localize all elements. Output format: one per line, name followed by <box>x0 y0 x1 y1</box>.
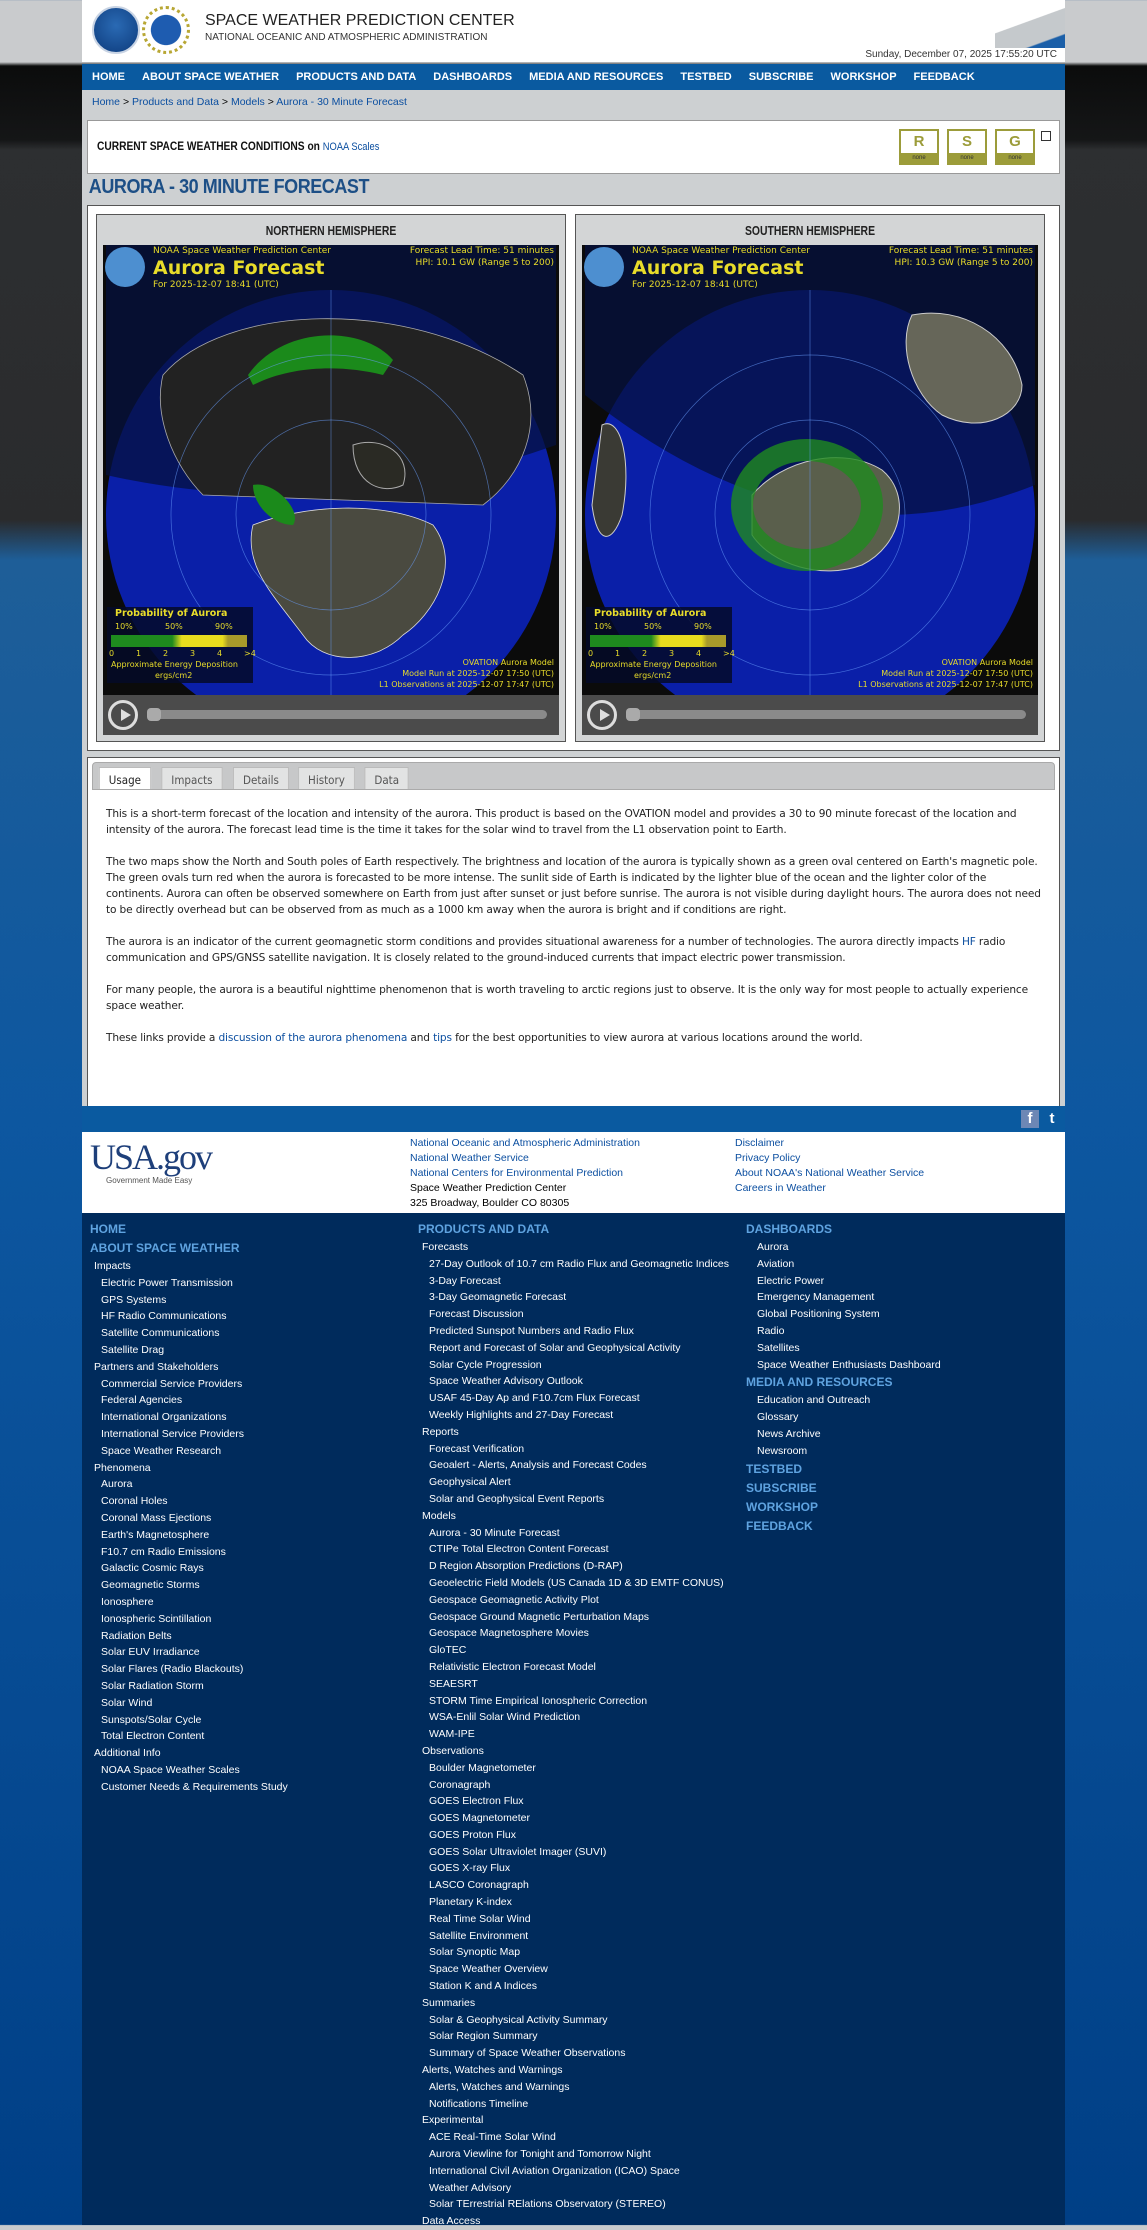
legend-tick: 3 <box>190 649 196 658</box>
sitemap-link[interactable]: Coronal Holes <box>101 1495 168 1508</box>
map-lead-time: Forecast Lead Time: 51 minutes <box>409 246 554 256</box>
sitemap-link[interactable]: F10.7 cm Radio Emissions <box>101 1545 226 1558</box>
footer-link-ncep[interactable]: National Centers for Environmental Prediction <box>410 1167 624 1179</box>
sitemap-link[interactable]: Solar Wind <box>101 1696 153 1709</box>
text: radio communication and GPS/GNSS satellite navigation. It is closely related to the ground-induced currents that impact electric power transmission. <box>106 936 1006 964</box>
noaa-map-logo <box>584 247 624 287</box>
sitemap-link[interactable]: Commercial Service Providers <box>101 1377 243 1390</box>
sitemap-link[interactable]: Ionospheric Scintillation <box>101 1612 212 1625</box>
sitemap-link[interactable]: 3-Day Forecast <box>429 1274 501 1287</box>
page-title: AURORA - 30 MINUTE FORECAST <box>88 176 369 198</box>
slider-thumb[interactable] <box>147 708 161 721</box>
tips-link[interactable]: tips <box>433 1032 452 1044</box>
sitemap-link[interactable]: Sunspots/Solar Cycle <box>101 1713 202 1726</box>
legend-colorbar <box>590 635 726 647</box>
sitemap-link[interactable]: Predicted Sunspot Numbers and Radio Flux <box>429 1324 634 1337</box>
legend-pct: 10% <box>594 622 612 631</box>
legend-tick: 1 <box>136 649 142 658</box>
breadcrumb-sep: > <box>122 96 130 108</box>
legend-pct: 50% <box>165 622 183 631</box>
nws-logo[interactable] <box>142 6 190 54</box>
sitemap-link[interactable]: Real Time Solar Wind <box>429 1912 531 1925</box>
map-model-run: Model Run at 2025-12-07 17:50 (UTC) <box>881 669 1033 678</box>
sitemap-link[interactable]: Notifications Timeline <box>429 2097 529 2110</box>
tab-details[interactable]: Details <box>233 767 289 789</box>
sitemap-section[interactable]: Impacts <box>94 1260 131 1272</box>
facebook-icon[interactable]: f <box>1021 1110 1039 1128</box>
legend-tick: 0 <box>588 649 594 658</box>
sitemap-link[interactable]: Aurora <box>757 1241 789 1253</box>
sitemap-section[interactable]: Reports <box>422 1425 459 1438</box>
map-model: OVATION Aurora Model <box>941 658 1033 667</box>
sitemap-heading[interactable]: HOME <box>90 1222 126 1236</box>
hf-link[interactable]: HF <box>961 936 976 948</box>
text: The aurora is an indicator of the current geomagnetic storm conditions and provides situational awareness for a number of technologies. The aurora directly impacts <box>106 936 962 948</box>
sitemap-link[interactable]: Solar Cycle Progression <box>429 1358 542 1371</box>
sitemap-section[interactable]: Summaries <box>422 1996 476 2009</box>
sitemap-link[interactable]: GOES Proton Flux <box>429 1828 516 1841</box>
legend-caption: Approximate Energy Deposition <box>111 660 238 669</box>
sitemap-link[interactable]: Solar & Geophysical Activity Summary <box>429 2013 608 2026</box>
sitemap-link[interactable]: D Region Absorption Predictions (D-RAP) <box>429 1560 623 1573</box>
northern-hemisphere-panel <box>96 214 566 742</box>
map-observations: L1 Observations at 2025-12-07 17:47 (UTC) <box>379 680 554 689</box>
map-forecast-time: For 2025-12-07 18:41 (UTC) <box>632 280 758 290</box>
site-header <box>82 0 1065 62</box>
sitemap-heading[interactable]: SUBSCRIBE <box>746 1480 817 1495</box>
scale-level: none <box>949 153 985 163</box>
aurora-forecast-map[interactable] <box>103 245 559 735</box>
footer <box>82 1132 1065 1213</box>
animation-player <box>582 695 1038 735</box>
usage-paragraph: This is a short-term forecast of the location and intensity of the aurora. This product is based on the OVATION model and provides a 30 to 90 minute forecast of the location and intensity of the aurora. The forecast lead time is the time it takes for the solar wind to travel from the L1 observation point to Earth. <box>106 808 1017 836</box>
scale-r-badge[interactable] <box>899 129 939 165</box>
map-heading: Aurora Forecast <box>153 257 325 279</box>
sitemap-link[interactable]: Newsroom <box>757 1444 808 1457</box>
sitemap-link[interactable]: Solar Synoptic Map <box>429 1946 521 1959</box>
sitemap-link[interactable]: Radio <box>757 1324 785 1337</box>
nav-workshop[interactable]: WORKSHOP <box>830 71 897 83</box>
breadcrumb-models[interactable]: Models <box>230 96 265 108</box>
animation-player <box>103 695 559 735</box>
breadcrumb-current[interactable]: Aurora - 30 Minute Forecast <box>276 96 407 108</box>
popout-icon[interactable] <box>1041 131 1051 141</box>
sitemap-link[interactable]: Geospace Geomagnetic Activity Plot <box>429 1593 599 1606</box>
play-button[interactable] <box>108 700 138 730</box>
legend-title: Probability of Aurora <box>594 608 707 619</box>
footer-link-nws[interactable]: National Weather Service <box>410 1152 529 1164</box>
nav-media-and-resources[interactable]: MEDIA AND RESOURCES <box>529 71 664 83</box>
usage-paragraph: For many people, the aurora is a beautiful nighttime phenomenon that is worth traveling to arctic regions just to observe. It is the only way for most people to actually experience space weather. <box>106 984 1028 1012</box>
sitemap-link[interactable]: International Service Providers <box>101 1427 244 1440</box>
southern-hemisphere-panel <box>575 214 1045 742</box>
map-hpi: HPI: 10.3 GW (Range 5 to 200) <box>894 258 1033 268</box>
legend-unit: ergs/cm2 <box>155 671 193 680</box>
map-model-run: Model Run at 2025-12-07 17:50 (UTC) <box>402 669 554 678</box>
sitemap-link[interactable]: Earth's Magnetosphere <box>101 1528 210 1541</box>
probability-legend <box>586 607 735 683</box>
sitemap-column <box>746 1220 1066 1536</box>
sitemap-link[interactable]: Radiation Belts <box>101 1629 172 1642</box>
sitemap-link[interactable]: Electric Power <box>757 1274 825 1287</box>
sitemap-link[interactable]: Aviation <box>757 1257 795 1270</box>
sitemap-section[interactable]: Forecasts <box>422 1241 469 1253</box>
sitemap-link[interactable]: Solar and Geophysical Event Reports <box>429 1492 605 1505</box>
sitemap-link[interactable]: Federal Agencies <box>101 1394 183 1407</box>
timeline-slider[interactable] <box>626 710 1026 719</box>
usa-gov-logo[interactable] <box>90 1138 211 1186</box>
sitemap-link[interactable]: Geoelectric Field Models (US Canada 1D & 3D EMTF CONUS) <box>429 1576 724 1589</box>
map-hpi: HPI: 10.1 GW (Range 5 to 200) <box>415 258 554 268</box>
timeline-slider[interactable] <box>147 710 547 719</box>
scale-letter: S <box>961 133 972 150</box>
sitemap-link[interactable]: HF Radio Communications <box>101 1310 227 1323</box>
sitemap-link[interactable]: Solar Flares (Radio Blackouts) <box>101 1663 244 1676</box>
tab-data[interactable]: Data <box>365 767 410 789</box>
scale-g-badge[interactable] <box>995 129 1035 165</box>
sitemap-link[interactable]: Electric Power Transmission <box>101 1276 233 1289</box>
usa-gov-text: USA.gov <box>90 1137 212 1177</box>
nav-home[interactable]: HOME <box>92 71 125 83</box>
space-weather-conditions <box>87 120 1060 174</box>
sitemap-link[interactable]: GOES X-ray Flux <box>429 1862 511 1875</box>
sitemap-link[interactable]: Geophysical Alert <box>429 1476 511 1489</box>
legend-tick: 2 <box>163 649 169 658</box>
sitemap-section[interactable]: Models <box>422 1509 456 1522</box>
sitemap-link[interactable]: WAM-IPE <box>429 1728 475 1741</box>
map-heading: Aurora Forecast <box>632 257 804 279</box>
sitemap-link[interactable]: Space Weather Enthusiasts Dashboard <box>757 1358 941 1371</box>
sitemap-link[interactable]: GloTEC <box>429 1644 467 1657</box>
sitemap-heading[interactable]: FEEDBACK <box>746 1518 813 1533</box>
sitemap-link[interactable]: Ionosphere <box>101 1595 154 1608</box>
page-container <box>82 0 1065 1117</box>
sitemap-section[interactable]: Experimental <box>422 2114 484 2127</box>
usage-paragraph <box>106 1030 1041 1046</box>
sitemap-column <box>90 1220 410 1796</box>
sitemap-link[interactable]: Satellites <box>757 1341 800 1354</box>
sitemap-link[interactable]: GOES Magnetometer <box>429 1812 530 1825</box>
sitemap-column <box>418 1220 738 2230</box>
usa-gov-tagline: Government Made Easy <box>106 1176 193 1185</box>
current-datetime: Sunday, December 07, 2025 17:55:20 UTC <box>865 49 1057 60</box>
sitemap-link[interactable]: Satellite Communications <box>101 1327 220 1340</box>
sitemap-link[interactable]: Coronagraph <box>429 1778 491 1791</box>
footer-org: Space Weather Prediction Center <box>410 1182 567 1194</box>
aurora-maps <box>87 205 1060 751</box>
social-bar <box>82 1106 1065 1132</box>
map-observations: L1 Observations at 2025-12-07 17:47 (UTC) <box>858 680 1033 689</box>
sitemap-link[interactable]: STORM Time Empirical Ionospheric Correction <box>429 1694 648 1707</box>
tab-impacts[interactable]: Impacts <box>161 767 222 789</box>
scale-level: none <box>997 153 1033 163</box>
sitemap-link[interactable]: Planetary K-index <box>429 1896 512 1909</box>
sitemap-heading[interactable]: PRODUCTS AND DATA <box>418 1222 550 1236</box>
sitemap-link[interactable]: LASCO Coronagraph <box>429 1879 529 1892</box>
sitemap-link[interactable]: Glossary <box>757 1411 799 1424</box>
sitemap-link[interactable]: Geomagnetic Storms <box>101 1579 200 1592</box>
site-subtitle: NATIONAL OCEANIC AND ATMOSPHERIC ADMINISTRATION <box>205 32 488 43</box>
sitemap-link[interactable]: Report and Forecast of Solar and Geophysical Activity <box>429 1341 681 1354</box>
sitemap-link[interactable]: Solar Region Summary <box>429 2030 538 2043</box>
sitemap-link[interactable]: 3-Day Geomagnetic Forecast <box>429 1291 567 1304</box>
sitemap-link[interactable]: Satellite Environment <box>429 1929 529 1942</box>
breadcrumb-products[interactable]: Products and Data <box>132 96 219 108</box>
breadcrumb-sep: > <box>221 96 229 108</box>
sitemap-link[interactable]: GOES Electron Flux <box>429 1795 524 1808</box>
sitemap-heading[interactable]: DASHBOARDS <box>746 1222 833 1236</box>
footer-link-disclaimer[interactable]: Disclaimer <box>735 1137 785 1149</box>
sitemap-section[interactable]: Observations <box>422 1744 484 1757</box>
sitemap-heading[interactable]: TESTBED <box>746 1461 803 1476</box>
breadcrumb-home[interactable]: Home <box>92 96 121 108</box>
breadcrumb <box>82 90 1065 116</box>
play-button[interactable] <box>587 700 617 730</box>
map-forecast-time: For 2025-12-07 18:41 (UTC) <box>153 280 279 290</box>
map-model: OVATION Aurora Model <box>462 658 554 667</box>
noaa-scales-link[interactable]: NOAA Scales <box>322 141 380 153</box>
legend-tick: 4 <box>696 649 702 658</box>
legend-pct: 90% <box>215 622 233 631</box>
usage-text <box>92 790 1055 1078</box>
sitemap-link[interactable]: NOAA Space Weather Scales <box>101 1763 240 1776</box>
nav-subscribe[interactable]: SUBSCRIBE <box>748 71 814 83</box>
sitemap-link[interactable]: 27-Day Outlook of 10.7 cm Radio Flux and Geomagnetic Indices <box>429 1257 729 1270</box>
scale-letter: R <box>913 133 925 150</box>
text: for the best opportunities to view aurora at various locations around the world. <box>451 1032 863 1044</box>
sitemap-heading[interactable]: WORKSHOP <box>746 1499 818 1514</box>
sitemap-link[interactable]: GPS Systems <box>101 1293 167 1306</box>
scale-letter: G <box>1009 133 1021 150</box>
sitemap-link[interactable]: Solar EUV Irradiance <box>101 1646 200 1659</box>
sitemap-link[interactable]: Aurora <box>101 1478 133 1491</box>
sitemap-section[interactable]: Additional Info <box>94 1747 161 1760</box>
sitemap-link[interactable]: Station K and A Indices <box>429 1980 537 1993</box>
hemisphere-title: NORTHERN HEMISPHERE <box>265 223 397 238</box>
sitemap-heading[interactable]: ABOUT SPACE WEATHER <box>90 1241 240 1255</box>
nav-about-space-weather[interactable]: ABOUT SPACE WEATHER <box>142 71 280 83</box>
sitemap-link[interactable]: International Organizations <box>101 1411 227 1424</box>
sitemap-link[interactable]: Space Weather Advisory Outlook <box>429 1375 583 1388</box>
legend-tick: >4 <box>723 649 735 658</box>
hemisphere-title: SOUTHERN HEMISPHERE <box>744 223 876 238</box>
sitemap-link[interactable]: Satellite Drag <box>101 1343 165 1356</box>
content-area <box>82 116 1065 1117</box>
sitemap-link[interactable]: Aurora Viewline for Tonight and Tomorrow Night <box>429 2148 651 2161</box>
legend-tick: 2 <box>642 649 648 658</box>
footer-link-privacy[interactable]: Privacy Policy <box>735 1152 801 1164</box>
sitemap-link[interactable]: ACE Real-Time Solar Wind <box>429 2131 556 2144</box>
map-center-name: NOAA Space Weather Prediction Center <box>632 246 810 256</box>
sitemap-link[interactable]: Alerts, Watches and Warnings <box>429 2080 570 2093</box>
legend-tick: 1 <box>615 649 621 658</box>
map-lead-time: Forecast Lead Time: 51 minutes <box>888 246 1033 256</box>
sitemap-link[interactable]: Summary of Space Weather Observations <box>429 2047 626 2060</box>
tab-history[interactable]: History <box>299 767 356 789</box>
sitemap-link[interactable]: International Civil Aviation Organization (ICAO) Space Weather Advisory <box>429 2164 680 2194</box>
sitemap-link[interactable]: Geoalert - Alerts, Analysis and Forecast Codes <box>429 1459 647 1472</box>
sitemap-link[interactable]: GOES Solar Ultraviolet Imager (SUVI) <box>429 1845 607 1858</box>
aurora-discussion-link[interactable]: discussion of the aurora phenomena <box>218 1032 408 1044</box>
twitter-icon[interactable]: t <box>1049 1110 1055 1127</box>
sitemap-link[interactable]: Geospace Magnetosphere Movies <box>429 1627 589 1640</box>
site-title[interactable]: SPACE WEATHER PREDICTION CENTER <box>205 12 515 29</box>
scale-s-badge[interactable] <box>947 129 987 165</box>
conditions-on: on <box>307 139 320 153</box>
probability-legend <box>107 607 256 683</box>
aurora-forecast-map[interactable] <box>582 245 1038 735</box>
legend-tick: 4 <box>217 649 223 658</box>
legend-pct: 10% <box>115 622 133 631</box>
sitemap-link[interactable]: Customer Needs & Requirements Study <box>101 1780 288 1793</box>
sitemap-section[interactable]: Phenomena <box>94 1461 151 1474</box>
usage-paragraph <box>106 934 1041 966</box>
footer-link-noaa[interactable]: National Oceanic and Atmospheric Administration <box>410 1137 640 1149</box>
sitemap-link[interactable]: Boulder Magnetometer <box>429 1761 536 1774</box>
legend-tick: 0 <box>109 649 115 658</box>
sitemap-link[interactable]: USAF 45-Day Ap and F10.7cm Flux Forecast <box>429 1392 640 1405</box>
sitemap-heading[interactable]: MEDIA AND RESOURCES <box>746 1375 893 1390</box>
footer-sitemap <box>82 1213 1065 2228</box>
legend-colorbar <box>111 635 247 647</box>
legend-pct: 90% <box>694 622 712 631</box>
sitemap-section[interactable]: Partners and Stakeholders <box>94 1360 219 1373</box>
footer-address: 325 Broadway, Boulder CO 80305 <box>410 1197 570 1209</box>
tab-usage[interactable]: Usage <box>99 767 151 789</box>
nav-feedback[interactable]: FEEDBACK <box>913 71 975 83</box>
slider-thumb[interactable] <box>626 708 640 721</box>
legend-caption: Approximate Energy Deposition <box>590 660 717 669</box>
noaa-logo[interactable] <box>92 6 140 54</box>
map-center-name: NOAA Space Weather Prediction Center <box>153 246 331 256</box>
info-tabs-panel <box>87 757 1060 1107</box>
sitemap-link[interactable]: WSA-Enlil Solar Wind Prediction <box>429 1711 581 1724</box>
sitemap-link[interactable]: News Archive <box>757 1427 821 1440</box>
sitemap-section[interactable]: Alerts, Watches and Warnings <box>422 2064 563 2077</box>
legend-pct: 50% <box>644 622 662 631</box>
sitemap-link[interactable]: Solar Radiation Storm <box>101 1679 204 1692</box>
legend-tick: 3 <box>669 649 675 658</box>
sitemap-link[interactable]: CTIPe Total Electron Content Forecast <box>429 1543 609 1556</box>
sitemap-link[interactable]: Education and Outreach <box>757 1394 871 1407</box>
sitemap-link[interactable]: Total Electron Content <box>101 1730 205 1743</box>
sitemap-link[interactable]: Forecast Discussion <box>429 1308 524 1321</box>
legend-title: Probability of Aurora <box>115 608 228 619</box>
sitemap-section[interactable]: Data Access <box>422 2215 481 2228</box>
tab-bar <box>92 762 1055 790</box>
nav-dashboards[interactable]: DASHBOARDS <box>433 71 513 83</box>
legend-tick: >4 <box>244 649 256 658</box>
sitemap-link[interactable]: Coronal Mass Ejections <box>101 1511 212 1524</box>
sitemap-link[interactable]: Global Positioning System <box>757 1308 880 1321</box>
sitemap-link[interactable]: Geospace Ground Magnetic Perturbation Maps <box>429 1610 650 1623</box>
sitemap-link[interactable]: Aurora - 30 Minute Forecast <box>429 1526 560 1539</box>
text: These links provide a <box>106 1032 219 1044</box>
sitemap-link[interactable]: SEAESRT <box>429 1677 478 1690</box>
sitemap-link[interactable]: Emergency Management <box>757 1291 875 1304</box>
header-swoosh <box>995 0 1065 48</box>
sitemap-link[interactable]: Weekly Highlights and 27-Day Forecast <box>429 1408 614 1421</box>
text: and <box>407 1032 434 1044</box>
nav-products-and-data[interactable]: PRODUCTS AND DATA <box>296 71 417 83</box>
nav-testbed[interactable]: TESTBED <box>680 71 732 83</box>
usage-paragraph: The two maps show the North and South poles of Earth respectively. The brightness and location of the aurora is typically shown as a green oval centered on Earth's magnetic pole. The green ovals turn red when the aurora is forecasted to be more intense. The sunlit side of Earth is indicated by the lighter blue of the ocean and the lighter color of the continents. Aurora can often be observed somewhere on Earth from just after sunset or just before sunrise. The aurora is not visible during daylight hours. The aurora does not need to be directly overhead but can be observed from as much as a 1000 km away when the aurora is bright and if conditions are right. <box>106 856 1041 916</box>
conditions-title: CURRENT SPACE WEATHER CONDITIONS <box>97 139 305 153</box>
breadcrumb-sep: > <box>267 96 274 108</box>
noaa-map-logo <box>105 247 145 287</box>
sitemap-link[interactable]: Space Weather Overview <box>429 1963 548 1976</box>
sitemap-link[interactable]: Space Weather Research <box>101 1444 222 1457</box>
footer-link-careers[interactable]: Careers in Weather <box>735 1182 826 1194</box>
scale-level: none <box>901 153 937 163</box>
sitemap-link[interactable]: Forecast Verification <box>429 1442 525 1455</box>
main-nav <box>82 64 1065 90</box>
sitemap-link[interactable]: Solar TErrestrial RElations Observatory (STEREO) <box>429 2198 666 2211</box>
sitemap-link[interactable]: Galactic Cosmic Rays <box>101 1562 204 1575</box>
footer-link-about-nws[interactable]: About NOAA's National Weather Service <box>735 1167 925 1179</box>
legend-unit: ergs/cm2 <box>634 671 672 680</box>
sitemap-link[interactable]: Relativistic Electron Forecast Model <box>429 1660 596 1673</box>
